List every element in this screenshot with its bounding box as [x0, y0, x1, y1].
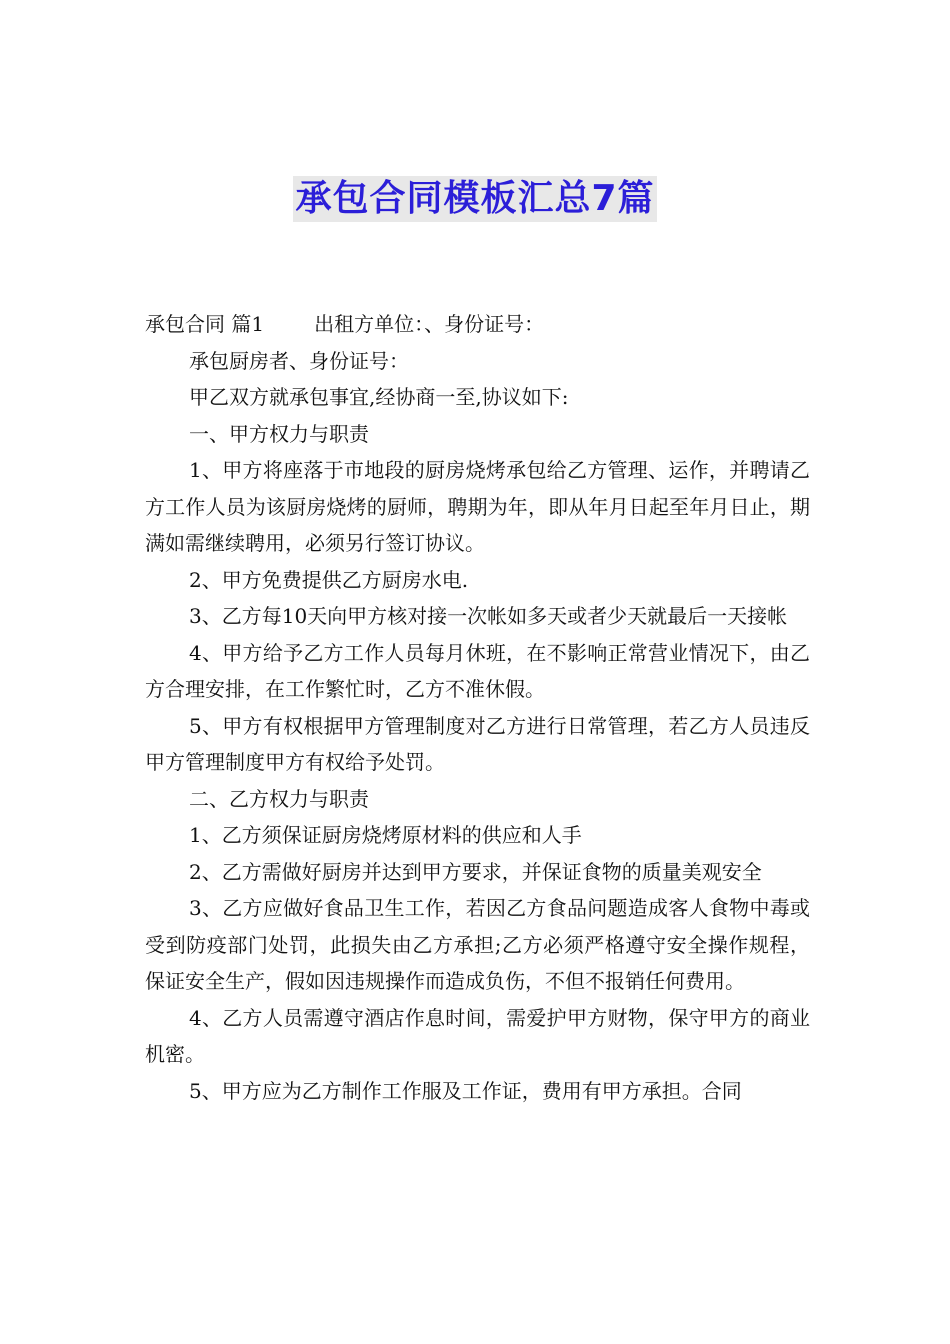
paragraph: 4、甲方给予乙方工作人员每月休班，在不影响正常营业情况下，由乙方合理安排，在工作繁忙时，乙方不准休假。 — [145, 640, 810, 701]
document-body — [145, 306, 810, 1109]
paragraph: 承包厨房者、身份证号： — [189, 348, 409, 373]
paragraph: 甲乙双方就承包事宜,经协商一至,协议如下: — [189, 385, 569, 409]
paragraph: 1、甲方将座落于市地段的厨房烧烤承包给乙方管理、运作，并聘请乙方工作人员为该厨房烧烤的厨师，聘期为年，即从年月日起至年月日止，期满如需继续聘用，必须另行签订协议。 — [145, 458, 810, 555]
paragraph: 2、乙方需做好厨房并达到甲方要求，并保证食物的质量美观安全 — [189, 859, 762, 884]
section-heading: 二、乙方权力与职责 — [189, 786, 369, 811]
section-heading: 一、甲方权力与职责 — [189, 421, 369, 446]
title-container — [0, 176, 950, 222]
paragraph: 5、甲方有权根据甲方管理制度对乙方进行日常管理，若乙方人员违反甲方管理制度甲方有权给予处罚。 — [145, 713, 810, 774]
header-line — [145, 306, 810, 343]
paragraph: 1、乙方须保证厨房烧烤原材料的供应和人手 — [189, 823, 582, 847]
paragraph: 3、乙方应做好食品卫生工作，若因乙方食品问题造成客人食物中毒或受到防疫部门处罚，此损失由乙方承担;乙方必须严格遵守安全操作规程，保证安全生产，假如因违规操作而造成负伤，不但不报销任何费用。 — [145, 896, 810, 993]
paragraph: 2、甲方免费提供乙方厨房水电. — [189, 567, 469, 592]
paragraph: 3、乙方每10天向甲方核对接一次帐如多天或者少天就最后一天接帐 — [189, 604, 788, 628]
header-line-rest: 出租方单位：、身份证号： — [314, 312, 545, 336]
document-title: 承包合同模板汇总7篇 — [293, 176, 656, 222]
header-line-lead: 承包合同 篇1 — [145, 312, 265, 336]
paragraph: 5、甲方应为乙方制作工作服及工作证，费用有甲方承担。合同 — [189, 1078, 742, 1103]
paragraph: 4、乙方人员需遵守酒店作息时间，需爱护甲方财物，保守甲方的商业机密。 — [145, 1005, 810, 1066]
